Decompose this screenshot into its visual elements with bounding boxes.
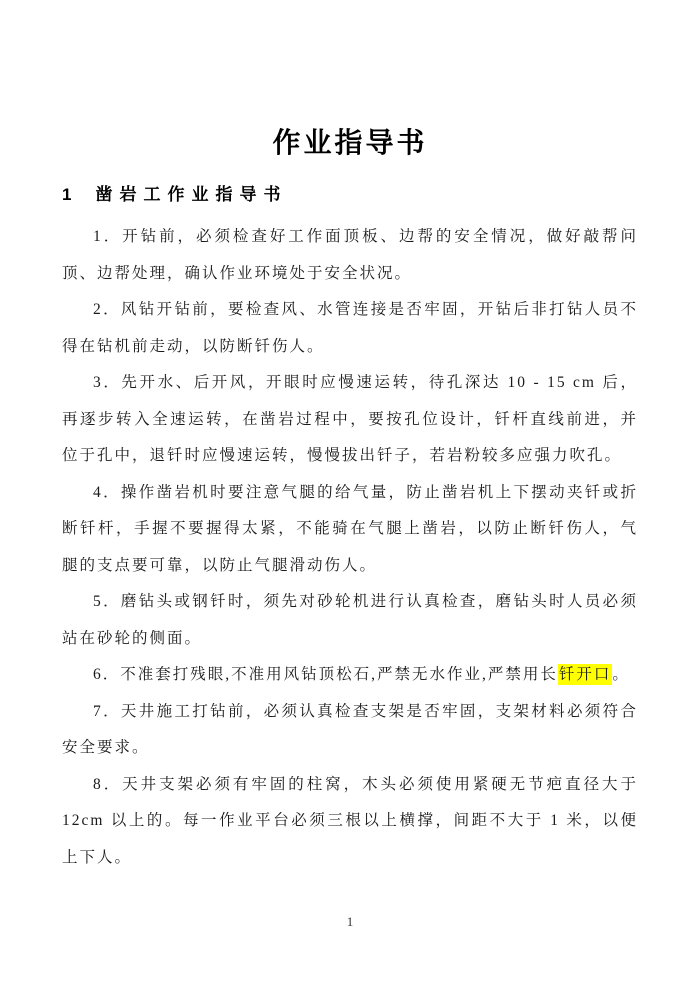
- section-title: 凿岩工作业指导书: [95, 185, 288, 204]
- section-number: 1: [62, 185, 72, 204]
- paragraph-5: 5．磨钻头或钢钎时，须先对砂轮机进行认真检查，磨钻头时人员必须站在砂轮的侧面。: [62, 593, 638, 647]
- paragraph-3: 3．先开水、后开风，开眼时应慢速运转，待孔深达 10 - 15 cm 后，再逐步转入全速运转，在凿岩过程中，要按孔位设计，钎杆直线前进，并位于孔中，退钎时应慢速运转，慢慢拔出钎子，若岩粉较多应强力吹孔。: [62, 374, 638, 464]
- paragraph-4: 4．操作凿岩机时要注意气腿的给气量，防止凿岩机上下摆动夹钎或折断钎杆，手握不要握得太紧，不能骑在气腿上凿岩，以防止断钎伤人，气腿的支点要可靠，以防止气腿滑动伤人。: [62, 483, 638, 574]
- body-text: [62, 219, 638, 876]
- highlighted-text: 钎开口: [558, 666, 612, 683]
- paragraph-7: 7．天井施工打钻前，必须认真检查支架是否牢固，支架材料必须符合安全要求。: [62, 702, 638, 756]
- paragraph-8: 8．天井支架必须有牢固的柱窝，木头必须使用紧硬无节疤直径大于 12cm 以上的。每一作业平台必须三根以上横撑，间距不大于 1 米，以便上下人。: [62, 775, 638, 866]
- document-content: [62, 0, 638, 876]
- paragraph-2: 2．风钻开钻前，要检查风、水管连接是否牢固，开钻后非打钻人员不得在钻机前走动，以防断钎伤人。: [62, 301, 638, 355]
- page-number: 1: [346, 914, 354, 929]
- document-title: 作业指导书: [272, 127, 428, 158]
- paragraph-6-text: 6．不准套打残眼,不准用风钻顶松石,严禁无水作业,严禁用长: [93, 666, 558, 683]
- paragraph-6-tail: 。: [612, 666, 630, 683]
- section-heading: [62, 183, 638, 207]
- paragraph-1: 1．开钻前，必须检查好工作面顶板、边帮的安全情况，做好敲帮问顶、边帮处理，确认作业环境处于安全状况。: [62, 228, 638, 282]
- paragraph-6: [62, 657, 638, 694]
